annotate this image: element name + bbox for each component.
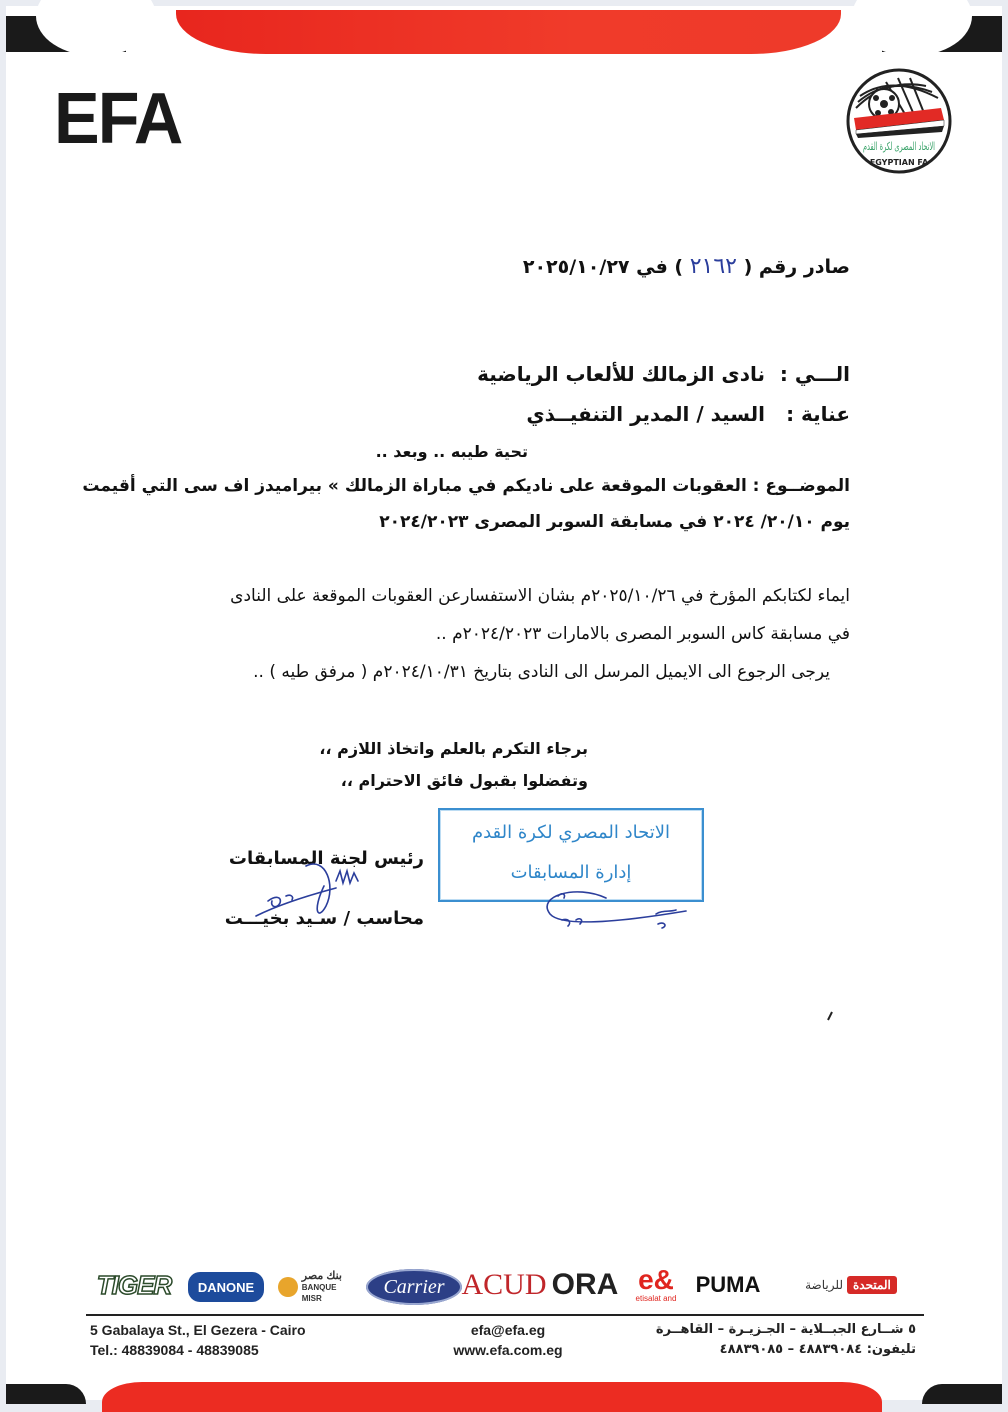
sponsor-acud-logo: ACUD [461, 1268, 547, 1301]
body-line-3: يرجى الرجوع الى الايميل المرسل الى النادى بتاريخ ٢٠٢٤/١٠/٣١م ( مرفق طيه ) .. [253, 662, 830, 682]
letter-page [6, 6, 1002, 1400]
signature-stroke-left-1 [306, 864, 330, 913]
ink-mark [828, 1012, 832, 1020]
banque-misr-ar: بنك مصر [301, 1269, 342, 1282]
to-value: نادى الزمالك للألعاب الرياضية [477, 362, 766, 386]
attn-label: عناية : [786, 402, 850, 426]
handwritten-signatures [6, 6, 1002, 1400]
reference-number: ٢١٦٢ [689, 254, 737, 279]
footer-address-ar: ٥ شــارع الجبــلاية – الجـزيـرة – القاهــرة [655, 1322, 916, 1337]
reference-prefix: صادر رقم ( [743, 256, 850, 278]
mutahida-label: للرياضة [805, 1278, 843, 1292]
footer-black-band-left [6, 1384, 86, 1404]
footer-address-en: 5 Gabalaya St., El Gezera - Cairo [90, 1322, 306, 1338]
reference-line [523, 254, 850, 279]
subject-line-1: الموضــوع : العقوبات الموقعة على ناديكم في مباراة الزمالك » بيراميدز اف سى التي أقيمت [82, 476, 850, 496]
signatory-name: محاسب / سـيد بخيـــت [224, 908, 424, 929]
footer-english-contact [90, 1320, 306, 1360]
signatory-title: رئيس لجنة المسابقات [228, 848, 424, 869]
stamp-line-1: الاتحاد المصري لكرة القدم [471, 822, 671, 843]
footer-divider [86, 1314, 924, 1316]
attn-value: السيد / المدير التنفيــذي [526, 402, 766, 426]
mutahida-red-label: المتحدة [847, 1276, 897, 1294]
sponsor-ora-logo: ORA [551, 1268, 619, 1301]
eand-mark: e& [638, 1264, 674, 1295]
body-line-2: في مسابقة كاس السوبر المصرى بالامارات ٢٠٢٤/٢٠٢٣م .. [435, 624, 850, 644]
to-label: الـــي : [779, 362, 850, 386]
sponsor-united-sports-logo [776, 1262, 926, 1308]
footer-online-contact [438, 1320, 578, 1360]
competitions-dept-stamp [438, 808, 704, 902]
header-black-band-left [6, 16, 126, 52]
reference-suffix: ) في [636, 256, 684, 278]
body-line-1: ايماء لكتابكم المؤرخ في ٢٠٢٥/١٠/٢٦م بشان الاستفسارعن العقوبات الموقعة على النادى [230, 586, 850, 606]
signature-stroke-right-3 [656, 910, 676, 928]
footer-tel-ar: تليفون: ٤٨٨٣٩٠٨٤ – ٤٨٨٣٩٠٨٥ [719, 1342, 916, 1357]
sponsor-banque-misr-logo [278, 1270, 358, 1304]
footer-red-band [102, 1382, 882, 1412]
subject-line-2: يوم ٢٠/١٠/ ٢٠٢٤ في مسابقة السوبر المصرى ٢٠٢٤/٢٠٢٣ [379, 512, 850, 532]
crest-text-ar: الاتحاد المصرى لكرة القدم [863, 140, 935, 153]
stamp-line-2: إدارة المسابقات [510, 862, 632, 883]
closing-line-1: برجاء التكرم بالعلم واتخاذ اللازم ،، [319, 739, 588, 758]
reference-date: ٢٠٢٥/١٠/٢٧ [522, 256, 630, 278]
efa-logo: EFA [54, 79, 182, 159]
footer-tel-en: Tel.: 48839084 - 48839085 [90, 1342, 259, 1358]
recipient-to [477, 362, 850, 386]
greeting: تحية طيبه .. وبعد .. [375, 442, 528, 461]
sponsor-tiger-logo: TIGER [96, 1269, 172, 1300]
footer-arabic-contact [656, 1320, 916, 1360]
egyptian-fa-crest-icon [846, 68, 952, 174]
signature-stroke-left-2 [336, 871, 358, 883]
sponsor-carrier-logo: Carrier [366, 1269, 462, 1305]
banque-misr-coin-icon [278, 1277, 298, 1297]
header-black-band-right [882, 16, 1002, 52]
footer-website[interactable]: www.efa.com.eg [453, 1342, 563, 1358]
footer-email[interactable]: efa@efa.eg [470, 1322, 546, 1338]
footer-black-band-right [922, 1384, 1002, 1404]
sponsor-danone-logo: DANONE [188, 1272, 264, 1302]
sponsor-puma-logo: PUMA [695, 1272, 761, 1297]
sponsor-strip [86, 1262, 936, 1312]
signature-stroke-left-3 [268, 895, 293, 906]
signature-stroke-right-2 [562, 919, 582, 926]
header-red-band [176, 10, 841, 54]
sponsor-eand-logo [626, 1262, 686, 1308]
crest-text-en: EGYPTIAN FA [869, 158, 929, 167]
closing-line-2: وتفضلوا بقبول فائق الاحترام ،، [340, 771, 588, 790]
recipient-attention [526, 402, 850, 426]
eand-subtitle: etisalat and [635, 1294, 677, 1303]
banque-misr-en: BANQUE MISR [301, 1282, 337, 1303]
